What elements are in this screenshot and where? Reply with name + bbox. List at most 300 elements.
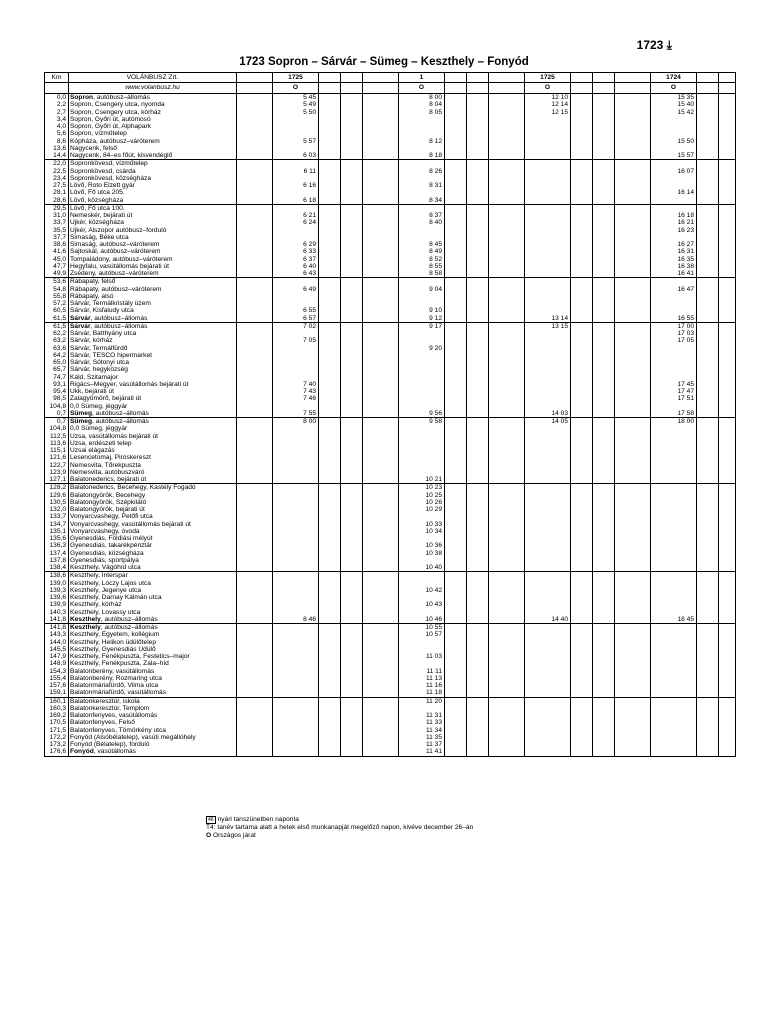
spacer-cell: [341, 197, 363, 205]
spacer-cell: [237, 616, 273, 624]
stop-label: Balatonederics, bejárati út: [70, 476, 147, 483]
departure-time: [651, 705, 697, 712]
spacer-cell: [445, 601, 467, 608]
spacer-cell: [467, 395, 489, 402]
table-row: [45, 330, 736, 337]
departure-time: 7 02: [273, 322, 319, 330]
stop-label-suffix: , autóbusz–állomás: [93, 94, 150, 101]
spacer-cell: [593, 660, 615, 667]
stop-name: [69, 241, 237, 248]
spacer-cell: [341, 175, 363, 182]
stop-name: [69, 300, 237, 307]
table-row: [45, 234, 736, 241]
table-row: [45, 130, 736, 137]
spacer-cell: [489, 609, 525, 616]
km-value: 62,2: [45, 330, 69, 337]
spacer-cell: [593, 307, 615, 314]
spacer-cell: [489, 564, 525, 572]
km-value: 38,6: [45, 241, 69, 248]
spacer-cell: [489, 418, 525, 426]
departure-time: 17 05: [651, 337, 697, 344]
spacer-cell: [341, 330, 363, 337]
spacer-cell: [697, 557, 719, 564]
departure-time: [651, 741, 697, 748]
spacer-cell: [341, 616, 363, 624]
spacer-cell: [697, 639, 719, 646]
spacer-cell: [237, 160, 273, 168]
spacer-cell: [237, 270, 273, 278]
spacer-cell: [237, 307, 273, 314]
footnote: [206, 824, 473, 832]
km-value: 54,8: [45, 286, 69, 293]
spacer-cell: [237, 462, 273, 469]
spacer-cell: [593, 300, 615, 307]
spacer-cell: [697, 322, 719, 330]
spacer-cell: [615, 337, 651, 344]
spacer-cell: [445, 219, 467, 226]
spacer-cell: [237, 130, 273, 137]
spacer-cell: [571, 492, 593, 499]
km-value: 3,4: [45, 116, 69, 123]
departure-time: [399, 609, 445, 616]
spacer-cell: [445, 410, 467, 418]
departure-time: [399, 160, 445, 168]
spacer-cell: [571, 734, 593, 741]
stop-name: [69, 462, 237, 469]
departure-time: [651, 587, 697, 594]
spacer-cell: [319, 219, 341, 226]
spacer-cell: [571, 101, 593, 108]
spacer-cell: [719, 248, 736, 255]
departure-time: [525, 440, 571, 447]
spacer-cell: [593, 116, 615, 123]
spacer-cell: [489, 557, 525, 564]
spacer-cell: [697, 94, 719, 102]
spacer-cell: [237, 741, 273, 748]
km-value: 138,6: [45, 572, 69, 580]
stop-name: [69, 624, 237, 632]
spacer-cell: [237, 315, 273, 323]
spacer-cell: [719, 256, 736, 263]
departure-time: [273, 300, 319, 307]
spacer-cell: [237, 631, 273, 638]
spacer-cell: [615, 374, 651, 381]
spacer-cell: [593, 697, 615, 705]
route-number: 1725: [273, 73, 319, 83]
km-value: 63,2: [45, 337, 69, 344]
departure-time: [273, 660, 319, 667]
spacer-cell: [363, 145, 399, 152]
km-value: 33,7: [45, 219, 69, 226]
spacer-cell: [341, 256, 363, 263]
stop-label-suffix: , autóbusz–állomás: [90, 322, 148, 330]
spacer-cell: [615, 697, 651, 705]
spacer-cell: [719, 197, 736, 205]
spacer-cell: [237, 748, 273, 756]
departure-time: 11 20: [399, 697, 445, 705]
spacer-cell: [341, 345, 363, 352]
spacer-cell: [593, 381, 615, 388]
spacer-cell: [467, 689, 489, 697]
spacer-cell: [319, 418, 341, 426]
spacer-cell: [319, 712, 341, 719]
spacer-cell: [363, 492, 399, 499]
spacer-cell: [467, 293, 489, 300]
spacer-cell: [467, 219, 489, 226]
spacer-cell: [363, 594, 399, 601]
stop-name: [69, 668, 237, 675]
spacer-cell: [363, 535, 399, 542]
spacer-cell: [341, 352, 363, 359]
spacer-cell: [615, 109, 651, 116]
spacer-cell: [445, 433, 467, 440]
spacer-cell: [467, 168, 489, 175]
stop-label: Nagycenk, 84–es főút, kisvendéglő: [70, 152, 173, 159]
spacer-cell: [489, 748, 525, 756]
spacer-cell: [445, 189, 467, 196]
table-row: [45, 499, 736, 506]
spacer-cell: [489, 697, 525, 705]
spacer-cell: [467, 639, 489, 646]
departure-time: [525, 513, 571, 520]
spacer-cell: [319, 410, 341, 418]
table-row: [45, 682, 736, 689]
spacer-cell: [237, 418, 273, 426]
spacer-cell: [467, 352, 489, 359]
spacer-cell: [467, 123, 489, 130]
spacer-cell: [363, 609, 399, 616]
spacer-cell: [719, 168, 736, 175]
stop-name: [69, 197, 237, 205]
stop-label: Ukk, bejárati út: [70, 388, 114, 395]
spacer-cell: [489, 160, 525, 168]
spacer-cell: [363, 418, 399, 426]
departure-time: 6 40: [273, 263, 319, 270]
spacer-cell: [467, 469, 489, 476]
spacer-cell: [571, 682, 593, 689]
km-value: 140,3: [45, 609, 69, 616]
spacer-cell: [593, 256, 615, 263]
departure-time: 6 11: [273, 168, 319, 175]
spacer-cell: [237, 727, 273, 734]
departure-time: 15 40: [651, 101, 697, 108]
stop-label: Balatongyörök, Szépkilátó: [70, 498, 147, 506]
km-value: 37,7: [45, 234, 69, 241]
departure-time: [651, 572, 697, 580]
spacer-cell: [489, 447, 525, 454]
spacer-cell: [593, 646, 615, 653]
spacer-cell: [341, 675, 363, 682]
spacer-cell: [489, 594, 525, 601]
stop-name: [69, 418, 237, 426]
spacer-cell: [319, 535, 341, 542]
spacer-cell: [363, 675, 399, 682]
spacer-cell: [697, 734, 719, 741]
spacer-cell: [615, 410, 651, 418]
spacer-cell: [363, 727, 399, 734]
spacer-cell: [697, 212, 719, 219]
km-value: 154,3: [45, 668, 69, 675]
km-value: 8,6: [45, 138, 69, 145]
spacer-cell: [467, 270, 489, 278]
spacer-cell: [237, 330, 273, 337]
spacer-cell: [445, 631, 467, 638]
departure-time: [273, 682, 319, 689]
spacer-cell: [341, 219, 363, 226]
spacer-cell: [697, 241, 719, 248]
spacer-cell: [697, 182, 719, 189]
departure-time: 8 37: [399, 212, 445, 219]
spacer-cell: [445, 572, 467, 580]
spacer-cell: [593, 168, 615, 175]
stop-name: [69, 182, 237, 189]
departure-time: [525, 270, 571, 278]
departure-time: [651, 580, 697, 587]
stop-label: Nemeskér, bejárati út: [70, 212, 133, 219]
spacer-cell: [319, 564, 341, 572]
spacer-cell: [363, 219, 399, 226]
spacer-cell: [363, 234, 399, 241]
table-row: [45, 410, 736, 418]
spacer-cell: [363, 447, 399, 454]
spacer-cell: [489, 631, 525, 638]
spacer-cell: [615, 506, 651, 513]
spacer-cell: [341, 476, 363, 484]
table-row: [45, 212, 736, 219]
stop-label: Keszthely: [70, 615, 101, 623]
spacer-cell: [615, 564, 651, 572]
departure-time: 10 42: [399, 587, 445, 594]
spacer-cell: [615, 160, 651, 168]
spacer-cell: [467, 447, 489, 454]
departure-time: [651, 499, 697, 506]
spacer-cell: [719, 653, 736, 660]
km-value: 49,9: [45, 270, 69, 278]
stop-name: [69, 484, 237, 492]
spacer-cell: [697, 521, 719, 528]
spacer-cell: [363, 278, 399, 286]
spacer-cell: [319, 352, 341, 359]
spacer-cell: [467, 631, 489, 638]
km-value: 23,4: [45, 175, 69, 182]
departure-time: 6 57: [273, 315, 319, 323]
spacer-cell: [719, 270, 736, 278]
departure-time: [273, 116, 319, 123]
spacer-cell: [341, 484, 363, 492]
stop-label: Fonyód (Bélatelep), forduló: [70, 741, 150, 748]
spacer-cell: [615, 359, 651, 366]
departure-time: [273, 374, 319, 381]
departure-time: [273, 123, 319, 130]
spacer-cell: [615, 580, 651, 587]
spacer-cell: [571, 352, 593, 359]
stop-name: [69, 123, 237, 130]
stop-label: Rábapaty, autóbusz–váróterem: [70, 285, 162, 293]
departure-time: 10 26: [399, 499, 445, 506]
stop-label-suffix: , autóbusz–állomás: [100, 615, 158, 623]
stop-label: Nemesvita, autóbuszváró: [70, 468, 145, 476]
spacer-cell: [593, 248, 615, 255]
spacer-cell: [697, 123, 719, 130]
departure-time: 13 14: [525, 315, 571, 323]
table-row: [45, 366, 736, 373]
spacer-cell: [593, 550, 615, 557]
spacer-cell: [593, 182, 615, 189]
spacer-cell: [445, 278, 467, 286]
km-value: 148,9: [45, 660, 69, 667]
spacer-cell: [467, 580, 489, 587]
departure-time: [399, 462, 445, 469]
website-link[interactable]: www.volanbusz.hu: [69, 83, 237, 94]
departure-time: [399, 337, 445, 344]
stop-name: [69, 433, 237, 440]
spacer-cell: [341, 425, 363, 432]
spacer-cell: [719, 535, 736, 542]
stop-name: [69, 410, 237, 418]
spacer-cell: [719, 712, 736, 719]
spacer-cell: [571, 462, 593, 469]
departure-time: [273, 293, 319, 300]
spacer-cell: [445, 116, 467, 123]
spacer-cell: [489, 116, 525, 123]
spacer-cell: [341, 580, 363, 587]
stop-name: [69, 352, 237, 359]
stop-label: Sárvár: [70, 314, 91, 322]
departure-time: [651, 653, 697, 660]
spacer-cell: [319, 675, 341, 682]
departure-time: [525, 564, 571, 572]
spacer-cell: [467, 145, 489, 152]
spacer-cell: [341, 234, 363, 241]
spacer-cell: [615, 542, 651, 549]
departure-time: [399, 374, 445, 381]
spacer-cell: [593, 278, 615, 286]
departure-time: 8 31: [399, 182, 445, 189]
departure-time: [651, 506, 697, 513]
spacer-cell: [363, 734, 399, 741]
spacer-cell: [319, 682, 341, 689]
spacer-cell: [319, 668, 341, 675]
spacer-cell: [341, 286, 363, 293]
spacer-cell: [237, 410, 273, 418]
spacer-cell: [341, 741, 363, 748]
spacer-cell: [341, 492, 363, 499]
stop-label: Uzsa, vasútállomás bejárati út: [70, 432, 158, 440]
stop-label: Balatonberény, vasútállomás: [70, 667, 155, 675]
spacer-cell: [593, 123, 615, 130]
stop-name: [69, 542, 237, 549]
departure-time: [525, 712, 571, 719]
spacer-cell: [237, 359, 273, 366]
spacer-cell: [697, 631, 719, 638]
spacer-cell: [363, 433, 399, 440]
spacer-cell: [697, 675, 719, 682]
spacer-cell: [319, 557, 341, 564]
spacer-cell: [719, 609, 736, 616]
spacer-cell: [467, 322, 489, 330]
spacer-cell: [593, 748, 615, 756]
spacer-cell: [489, 337, 525, 344]
departure-time: [399, 447, 445, 454]
spacer-cell: [363, 601, 399, 608]
spacer-cell: [697, 374, 719, 381]
spacer-cell: [467, 675, 489, 682]
spacer-cell: [719, 345, 736, 352]
spacer-cell: [571, 639, 593, 646]
spacer-cell: [445, 624, 467, 632]
spacer-cell: [363, 138, 399, 145]
timetable: [44, 72, 725, 757]
departure-time: [651, 462, 697, 469]
departure-time: 10 57: [399, 631, 445, 638]
departure-time: [273, 535, 319, 542]
km-value: 41,6: [45, 248, 69, 255]
spacer-cell: [593, 101, 615, 108]
spacer-cell: [467, 712, 489, 719]
departure-time: [273, 727, 319, 734]
spacer-cell: [571, 705, 593, 712]
departure-time: [525, 462, 571, 469]
spacer-cell: [237, 227, 273, 234]
spacer-cell: [719, 337, 736, 344]
spacer-cell: [319, 138, 341, 145]
spacer-cell: [341, 689, 363, 697]
spacer-cell: [319, 234, 341, 241]
route-number: 1725: [525, 73, 571, 83]
stop-label: Balatonberény, Rozmaring utca: [70, 674, 162, 682]
spacer-cell: [319, 403, 341, 410]
departure-time: [525, 359, 571, 366]
spacer-cell: [445, 138, 467, 145]
spacer-cell: [467, 542, 489, 549]
stop-label: Balatonederics, Becehegy, Kastély Fogadó: [70, 484, 196, 492]
table-row: [45, 307, 736, 314]
spacer-cell: [319, 256, 341, 263]
spacer-cell: [319, 631, 341, 638]
departure-time: [525, 624, 571, 632]
spacer-cell: [593, 682, 615, 689]
spacer-cell: [237, 712, 273, 719]
spacer-cell: [341, 307, 363, 314]
stop-name: [69, 594, 237, 601]
spacer-cell: [697, 168, 719, 175]
spacer-cell: [319, 601, 341, 608]
spacer-cell: [697, 653, 719, 660]
spacer-cell: [489, 653, 525, 660]
spacer-cell: [615, 447, 651, 454]
departure-time: [525, 227, 571, 234]
spacer-cell: [319, 300, 341, 307]
spacer-cell: [319, 476, 341, 484]
stop-label: Zsédeny, autóbusz–váróterem: [70, 270, 159, 277]
spacer-cell: [719, 689, 736, 697]
spacer-cell: [467, 130, 489, 137]
spacer-cell: [319, 197, 341, 205]
spacer-cell: [467, 138, 489, 145]
spacer-cell: [489, 624, 525, 632]
stop-name: [69, 322, 237, 330]
spacer-cell: [237, 484, 273, 492]
spacer-cell: [341, 145, 363, 152]
spacer-cell: [489, 403, 525, 410]
stop-label: Keszthely, Gyenesdiás Üdülő: [70, 645, 156, 653]
spacer-cell: [445, 712, 467, 719]
table-row: [45, 381, 736, 388]
departure-time: [399, 395, 445, 402]
spacer-cell: [341, 227, 363, 234]
spacer-cell: [593, 564, 615, 572]
spacer-cell: [445, 263, 467, 270]
